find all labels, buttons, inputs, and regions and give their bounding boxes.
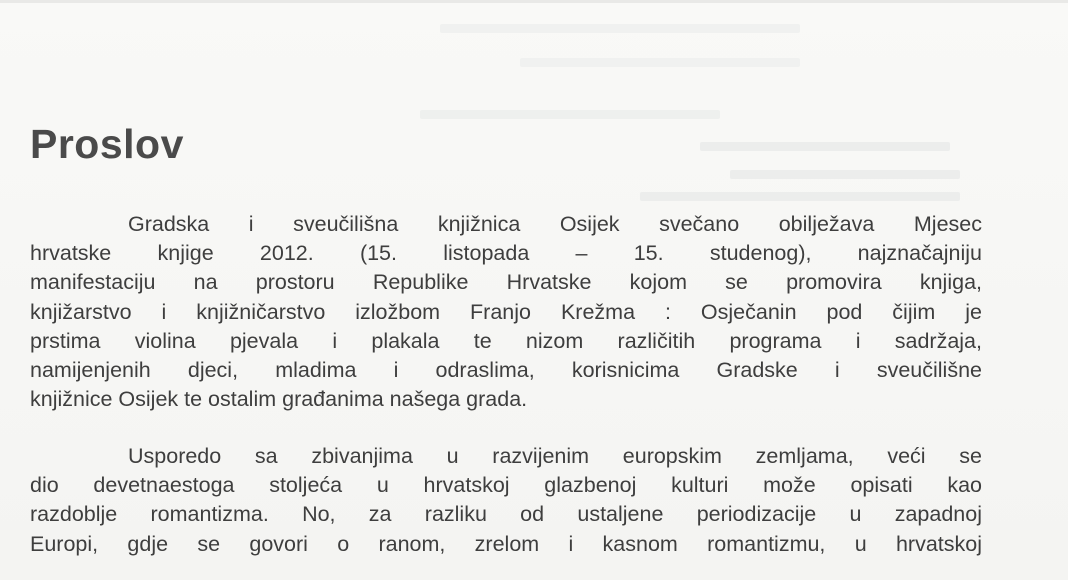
paragraph-line: manifestaciju na prostoru Republike Hrvatske kojom se promovira knjiga, xyxy=(30,270,982,295)
paragraph-line: namijenjenih djeci, mladima i odraslima, korisnicima Gradske i sveučilišne xyxy=(30,357,982,382)
paragraph-line: knjižarstvo i knjižničarstvo izložbom Franjo Krežma : Osječanin pod čijim je xyxy=(30,299,982,324)
bleed-through-mark xyxy=(440,24,800,33)
paragraph-line: Usporedo sa zbivanjima u razvijenim europskim zemljama, veći se xyxy=(128,444,982,468)
paragraph-line: razdoblje romantizma. No, za razliku od ustaljene periodizacije u zapadnoj xyxy=(30,502,982,527)
paragraph-2 xyxy=(30,442,982,559)
paragraph-line: hrvatske knjige 2012. (15. listopada – 15. studenog), najznačajniju xyxy=(30,241,982,266)
paragraph-line: prstima violina pjevala i plakala te nizom različitih programa i sadržaja, xyxy=(30,328,982,353)
bleed-through-mark xyxy=(700,142,950,151)
page-top-edge xyxy=(0,0,1068,3)
paragraph-1 xyxy=(30,210,982,414)
paragraph-line: knjižnice Osijek te ostalim građanima našega grada. xyxy=(30,387,528,412)
paragraph-line: Gradska i sveučilišna knjižnica Osijek svečano obilježava Mjesec xyxy=(128,212,982,236)
bleed-through-mark xyxy=(640,192,960,201)
bleed-through-mark xyxy=(520,58,800,67)
page-heading: Proslov xyxy=(30,121,184,167)
paragraph-line: dio devetnaestoga stoljeća u hrvatskoj glazbenoj kulturi može opisati kao xyxy=(30,473,982,498)
bleed-through-mark xyxy=(730,170,960,179)
paragraph-line: Europi, gdje se govori o ranom, zrelom i kasnom romantizmu, u hrvatskoj xyxy=(30,531,982,556)
bleed-through-mark xyxy=(420,110,720,119)
